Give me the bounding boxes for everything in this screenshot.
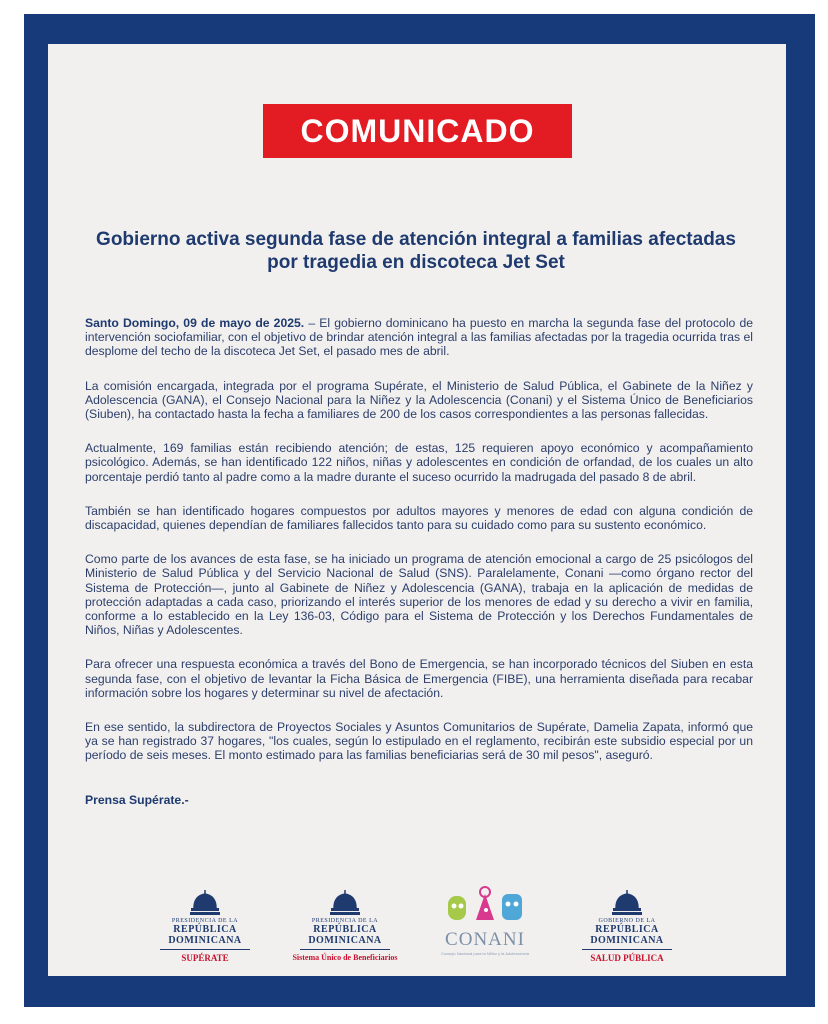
- dateline: Santo Domingo, 09 de mayo de 2025.: [85, 316, 305, 330]
- logo-top-text: GOBIERNO DE LA: [598, 918, 656, 924]
- paragraph-2: La comisión encargada, integrada por el programa Supérate, el Ministerio de Salud Pública, el Gabinete de la Niñez y Adolescencia (GANA), el Consejo Nacional para la Niñez y la Adolescencia (Conani) y el Sistema Único de Beneficiarios (Siuben), ha contactado hasta la fecha a familiares de 200 de los casos correspondientes a las personas fallecidas.: [85, 378, 753, 422]
- logo-salud-publica: [560, 888, 694, 963]
- dome-icon: [188, 888, 222, 916]
- logo-top-text: PRESIDENCIA DE LA: [311, 918, 379, 924]
- banner-title: COMUNICADO: [263, 104, 572, 158]
- article-body: [85, 316, 753, 827]
- logo-main-text: REPÚBLICA DOMINICANA: [590, 924, 664, 946]
- paragraph-5: Como parte de los avances de esta fase, se ha iniciado un programa de atención emocional a cargo de 25 psicólogos del Ministerio de Salud Pública y del Servicio Nacional de Salud (SNS). Paralelamente, Conani —como órgano rector del Sistema de Protección—, junto al Gabinete de Niñez y Adolescencia (GANA), trabaja en la aplicación de medidas de protección adaptadas a cada caso, priorizando el interés superior de los menores de edad y su derecho a vivir en familia, conforme a lo establecido en la Ley 136-03, Código para el Sistema de Protección y los Derechos Fundamentales de Niños, Niñas y Adolescentes.: [85, 552, 753, 638]
- paragraph-7: En ese sentido, la subdirectora de Proyectos Sociales y Asuntos Comunitarios de Supérate, Damelia Zapata, informó que ya se han registrado 37 hogares, "los cuales, según lo estipulado en el reglamento, recibirán este subsidio especial por un período de seis meses. El monto estimado para las familias beneficiarias será de 30 mil pesos", aseguró.: [85, 720, 753, 763]
- paragraph-3: Actualmente, 169 familias están recibiendo atención; de estas, 125 requieren apoyo económico y acompañamiento psicológico. Además, se han identificado 122 niños, niñas y adolescentes en condición de orfandad, de los cuales un alto porcentaje perdió tanto al padre como a la madre durante el suceso ocurrido la madrugada del pasado 8 de abril.: [85, 441, 753, 484]
- logo-main-text: REPÚBLICA DOMINICANA: [168, 924, 242, 946]
- logo-siuben: [278, 888, 412, 962]
- paragraph-text: – El gobierno dominicano ha puesto en marcha la segunda fase del protocolo de intervención sociofamiliar, con el objetivo de brindar atención integral a las familias afectadas por la tragedia ocurrida tras el desplome del techo de la discoteca Jet Set, el pasado mes de abril.: [85, 316, 754, 359]
- conani-wordmark: CONANI: [445, 929, 525, 950]
- logo-sub-text: SALUD PÚBLICA: [590, 953, 664, 963]
- logo-conani: [440, 884, 530, 956]
- logo-sub-text: SUPÉRATE: [181, 953, 229, 963]
- signoff: Prensa Supérate.-: [85, 792, 189, 807]
- conani-figures-icon: [442, 884, 528, 924]
- logo-main-text: REPÚBLICA DOMINICANA: [308, 924, 382, 946]
- headline: Gobierno activa segunda fase de atención integral a familias afectadas por tragedia en discoteca Jet Set: [96, 229, 736, 273]
- paragraph-6: Para ofrecer una respuesta económica a través del Bono de Emergencia, se han incorporado técnicos del Siuben en esta segunda fase, con el objetivo de levantar la Ficha Básica de Emergencia (FIBE), una herramienta diseñada para recabar información sobre los hogares y determinar su nivel de afectación.: [85, 657, 753, 700]
- conani-tagline: Consejo Nacional para la Niñez y la Adolescencia: [440, 951, 530, 956]
- paragraph-1: [85, 316, 753, 359]
- logo-sub-text: Sistema Único de Beneficiarios: [292, 953, 398, 962]
- logo-superate: [138, 888, 272, 963]
- dome-icon: [610, 888, 644, 916]
- dome-icon: [328, 888, 362, 916]
- paragraph-4: También se han identificado hogares compuestos por adultos mayores y menores de edad con alguna condición de discapacidad, quienes dependían de familiares fallecidos tanto para su cuidado como para su sustento económico.: [85, 503, 753, 533]
- logo-top-text: PRESIDENCIA DE LA: [171, 918, 239, 924]
